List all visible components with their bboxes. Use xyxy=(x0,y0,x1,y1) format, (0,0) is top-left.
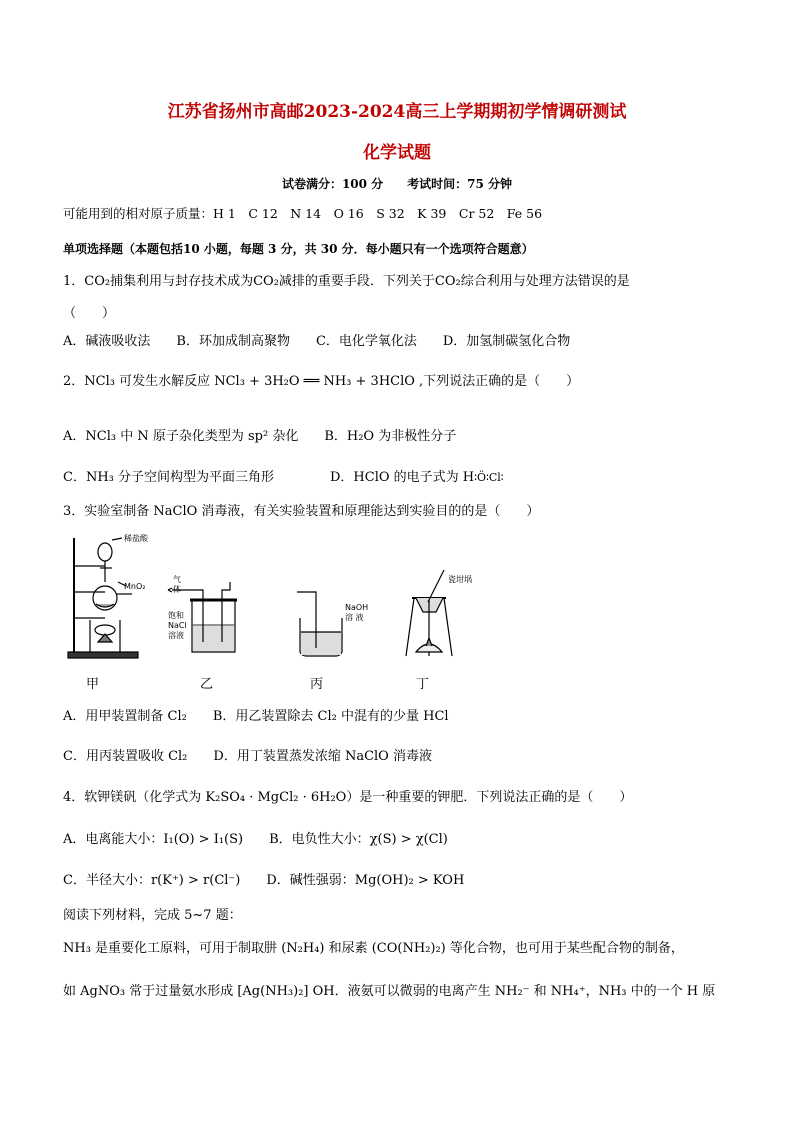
q3-options-ab: A．用甲装置制备 Cl₂ B．用乙装置除去 Cl₂ 中混有的少量 HCl xyxy=(63,709,449,724)
crucible-label: 瓷坩埚 xyxy=(448,575,472,584)
nacl-label-2: NaCl xyxy=(168,621,187,630)
apparatus-bing xyxy=(297,592,342,656)
q3-stem: 3．实验室制备 NaClO 消毒液，有关实验装置和原理能达到实验目的的是（ ） xyxy=(63,504,540,519)
atomic-masses: 可能用到的相对原子质量：H 1 C 12 N 14 O 16 S 32 K 39 Cr 52 Fe 56 xyxy=(63,206,543,221)
label-ding: 丁 xyxy=(416,677,430,692)
q2-stem: 2．NCl₃ 可发生水解反应 NCl₃ + 3H₂O ══ NH₃ + 3HClO ,下列说法正确的是（ ） xyxy=(63,374,580,389)
q3-options-cd: C．用丙装置吸收 Cl₂ D．用丁装置蒸发浓缩 NaClO 消毒液 xyxy=(63,749,432,764)
nacl-label-3: 溶液 xyxy=(168,631,184,640)
q1-options: A．碱液吸收法 B．环加成制高聚物 C．电化学氧化法 D．加氢制碳氢化合物 xyxy=(63,334,571,349)
q4-stem: 4．软钾镁矾（化学式为 K₂SO₄ · MgCl₂ · 6H₂O）是一种重要的钾肥．下列说法正确的是（ ） xyxy=(63,790,633,805)
gas-label-1: 气 xyxy=(173,575,181,584)
q2-option-c: C．NH₃ 分子空间构型为平面三角形 xyxy=(63,470,275,485)
label-bing: 丙 xyxy=(310,677,324,692)
q4-options-ab: A．电离能大小：I₁(O) > I₁(S) B．电负性大小：χ(S) > χ(Cl) xyxy=(63,832,448,847)
reading-line-1: NH₃ 是重要化工原料，可用于制取肼 (N₂H₄) 和尿素 (CO(NH₂)₂) 等化合物，也可用于某些配合物的制备， xyxy=(63,941,684,956)
label-jia: 甲 xyxy=(86,677,100,692)
apparatus-diagram xyxy=(60,530,480,695)
naoh-label-1: NaOH xyxy=(345,603,369,612)
apparatus-ding xyxy=(406,570,452,656)
nacl-label-1: 饱和 xyxy=(168,611,184,620)
acid-label: 稀盐酸 xyxy=(124,534,148,543)
q1-stem: 1．CO₂捕集利用与封存技术成为CO₂减排的重要手段．下列关于CO₂综合利用与处理方法错误的是 xyxy=(63,274,630,289)
q4-options-cd: C．半径大小：r(K⁺) > r(Cl⁻) D．碱性强弱：Mg(OH)₂ > KOH xyxy=(63,873,465,888)
reading-intro: 阅读下列材料，完成 5~7 题： xyxy=(63,908,242,923)
q1-blank: （ ） xyxy=(63,306,116,321)
page-subtitle: 化学试题 xyxy=(363,143,431,163)
naoh-label-2: 溶 液 xyxy=(345,613,364,622)
page-title: 江苏省扬州市高邮2023-2024高三上学期期初学情调研测试 xyxy=(167,102,627,122)
electron-dot-formula: ∶Ö∶Cl∶ xyxy=(474,471,504,484)
q2-option-d-label: D．HClO 的电子式为 H xyxy=(330,470,475,485)
exam-info: 试卷满分：100 分 考试时间：75 分钟 xyxy=(281,177,513,191)
apparatus-jia xyxy=(68,538,138,658)
label-yi: 乙 xyxy=(200,677,214,692)
mno2-label: MnO₂ xyxy=(124,582,146,591)
q2-options-ab: A．NCl₃ 中 N 原子杂化类型为 sp² 杂化 B．H₂O 为非极性分子 xyxy=(63,429,457,444)
reading-line-2: 如 AgNO₃ 常于过量氨水形成 [Ag(NH₃)₂] OH．液氨可以微弱的电离产生 NH₂⁻ 和 NH₄⁺，NH₃ 中的一个 H 原 xyxy=(63,984,716,999)
q2-option-d xyxy=(330,469,504,487)
section-heading: 单项选择题（本题包括10 小题，每题 3 分，共 30 分．每小题只有一个选项符合题意） xyxy=(63,242,534,256)
gas-label-2: 体 xyxy=(173,585,181,594)
